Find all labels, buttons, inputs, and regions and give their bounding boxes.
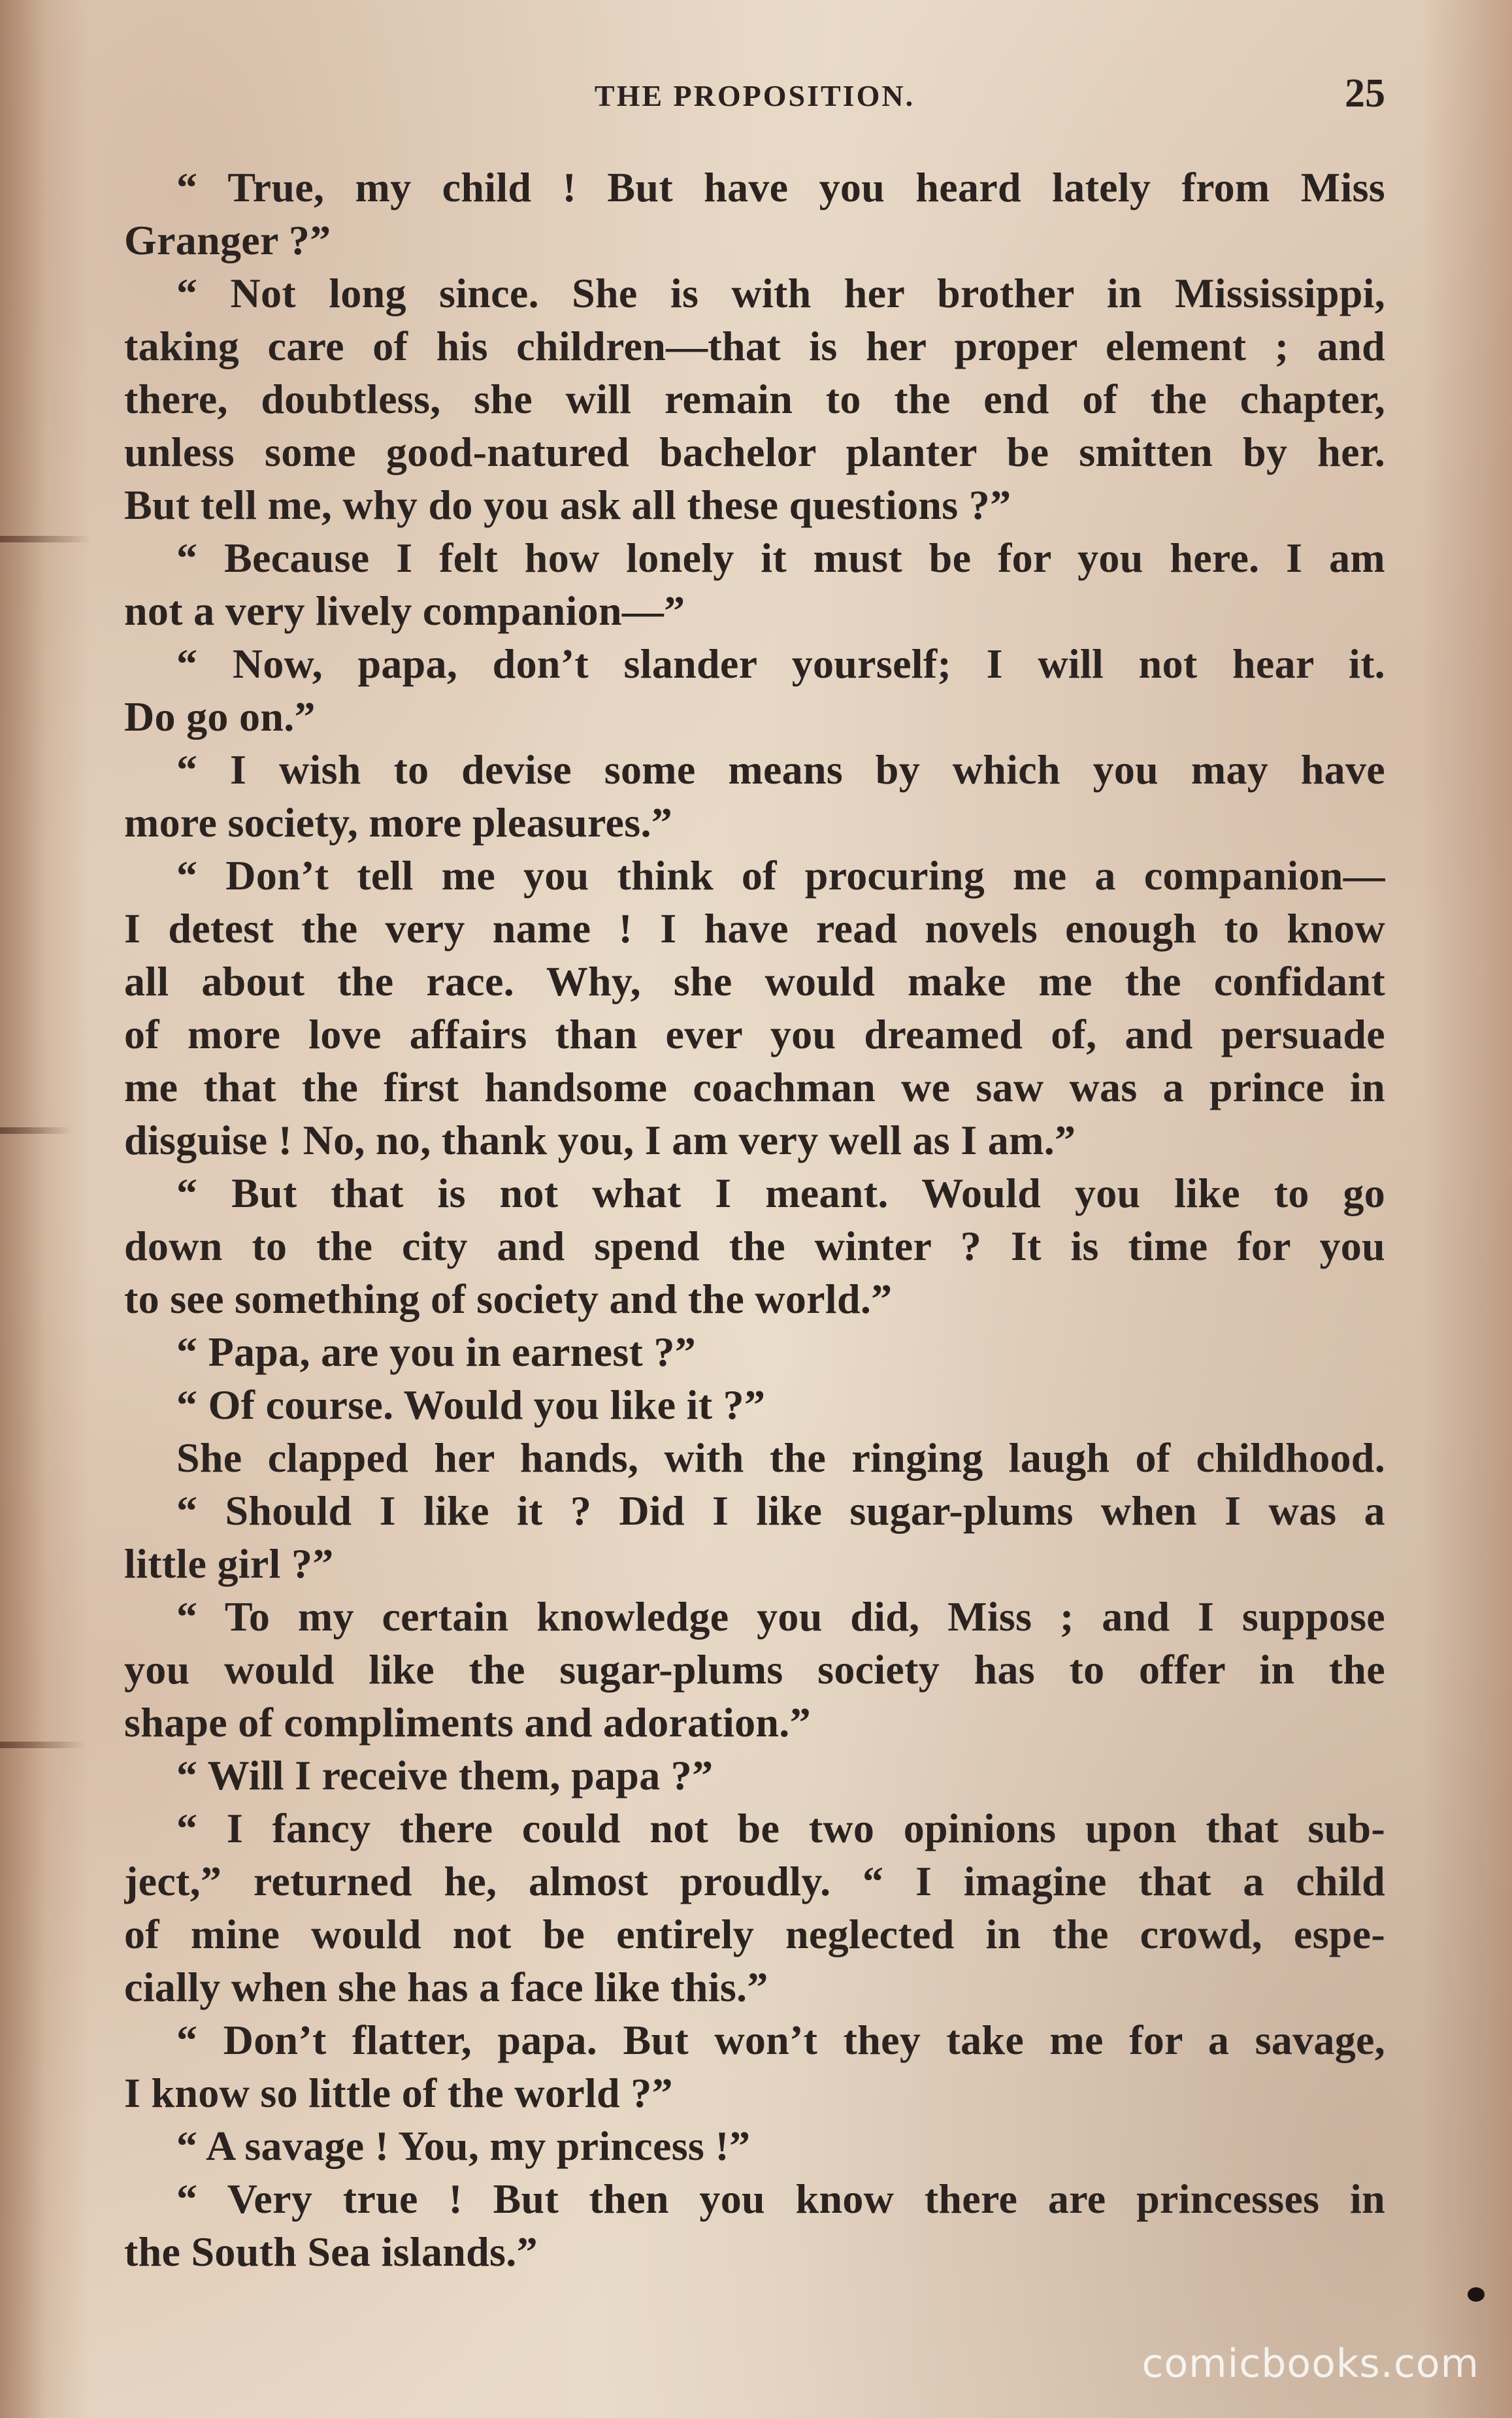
text-line: But tell me, why do you ask all these questions ?” <box>124 482 1011 528</box>
text-line: all about the race. Why, she would make me the confidant <box>124 958 1385 1004</box>
body-text <box>124 161 1385 2278</box>
text-line: of more love affairs than ever you dreamed of, and persuade <box>124 1011 1385 1057</box>
running-title: THE PROPOSITION. <box>594 79 915 112</box>
text-line: unless some good-natured bachelor planter be smitten by her. <box>124 429 1385 475</box>
text-line: more society, more pleasures.” <box>124 799 673 846</box>
page-tear <box>0 536 91 542</box>
text-line: Do go on.” <box>124 693 316 740</box>
text-line: little girl ?” <box>124 1540 334 1587</box>
text-line: cially when she has a face like this.” <box>124 1964 768 2010</box>
text-line: you would like the sugar-plums society has to offer in the <box>124 1646 1385 1693</box>
text-line: “ I wish to devise some means by which you may have <box>176 746 1385 793</box>
text-line: I know so little of the world ?” <box>124 2070 673 2116</box>
text-line: She clapped her hands, with the ringing laugh of childhood. <box>176 1434 1385 1481</box>
watermark: comicbooks.com <box>1142 2341 1479 2387</box>
page-header <box>124 71 1385 123</box>
text-line: “ Very true ! But then you know there are princesses in <box>176 2176 1385 2222</box>
text-line: “ Because I felt how lonely it must be for you here. I am <box>176 535 1385 581</box>
text-line: me that the first handsome coachman we saw was a prince in <box>124 1064 1385 1110</box>
page-tear <box>0 1127 72 1134</box>
text-line: “ But that is not what I meant. Would you like to go <box>176 1170 1385 1216</box>
ink-blot <box>1468 2287 1485 2302</box>
text-line: shape of compliments and adoration.” <box>124 1699 811 1746</box>
text-line: of mine would not be entirely neglected in the crowd, espe- <box>124 1911 1385 1957</box>
text-line: to see something of society and the world.” <box>124 1276 893 1322</box>
text-line: “ Don’t flatter, papa. But won’t they take me for a savage, <box>176 2017 1385 2063</box>
text-line: Granger ?” <box>124 217 331 263</box>
text-line: “ To my certain knowledge you did, Miss ; and I suppose <box>176 1593 1385 1640</box>
text-line: ject,” returned he, almost proudly. “ I imagine that a child <box>124 1858 1385 1904</box>
text-line: not a very lively companion—” <box>124 588 685 634</box>
text-line: down to the city and spend the winter ? It is time for you <box>124 1223 1385 1269</box>
text-line: there, doubtless, she will remain to the end of the chapter, <box>124 376 1385 422</box>
text-line: “ Should I like it ? Did I like sugar-plums when I was a <box>176 1487 1385 1534</box>
text-line: disguise ! No, no, thank you, I am very well as I am.” <box>124 1117 1076 1163</box>
text-line: “ A savage ! You, my princess !” <box>176 2123 751 2169</box>
page-number: 25 <box>1345 71 1385 116</box>
text-line: “ Now, papa, don’t slander yourself; I will not hear it. <box>176 640 1385 687</box>
text-line: “ Papa, are you in earnest ?” <box>176 1329 697 1375</box>
text-line: “ Not long since. She is with her brother in Mississippi, <box>176 270 1385 316</box>
text-line: I detest the very name ! I have read novels enough to know <box>124 905 1385 952</box>
text-line: the South Sea islands.” <box>124 2228 538 2275</box>
text-line: “ True, my child ! But have you heard lately from Miss <box>176 164 1385 210</box>
page-tear <box>0 1742 85 1748</box>
text-line: “ Of course. Would you like it ?” <box>176 1382 766 1428</box>
text-line: “ Will I receive them, papa ?” <box>176 1752 714 1798</box>
text-line: “ Don’t tell me you think of procuring me a companion— <box>176 852 1385 899</box>
text-line: taking care of his children—that is her proper element ; and <box>124 323 1385 369</box>
text-line: “ I fancy there could not be two opinions upon that sub- <box>176 1805 1385 1851</box>
